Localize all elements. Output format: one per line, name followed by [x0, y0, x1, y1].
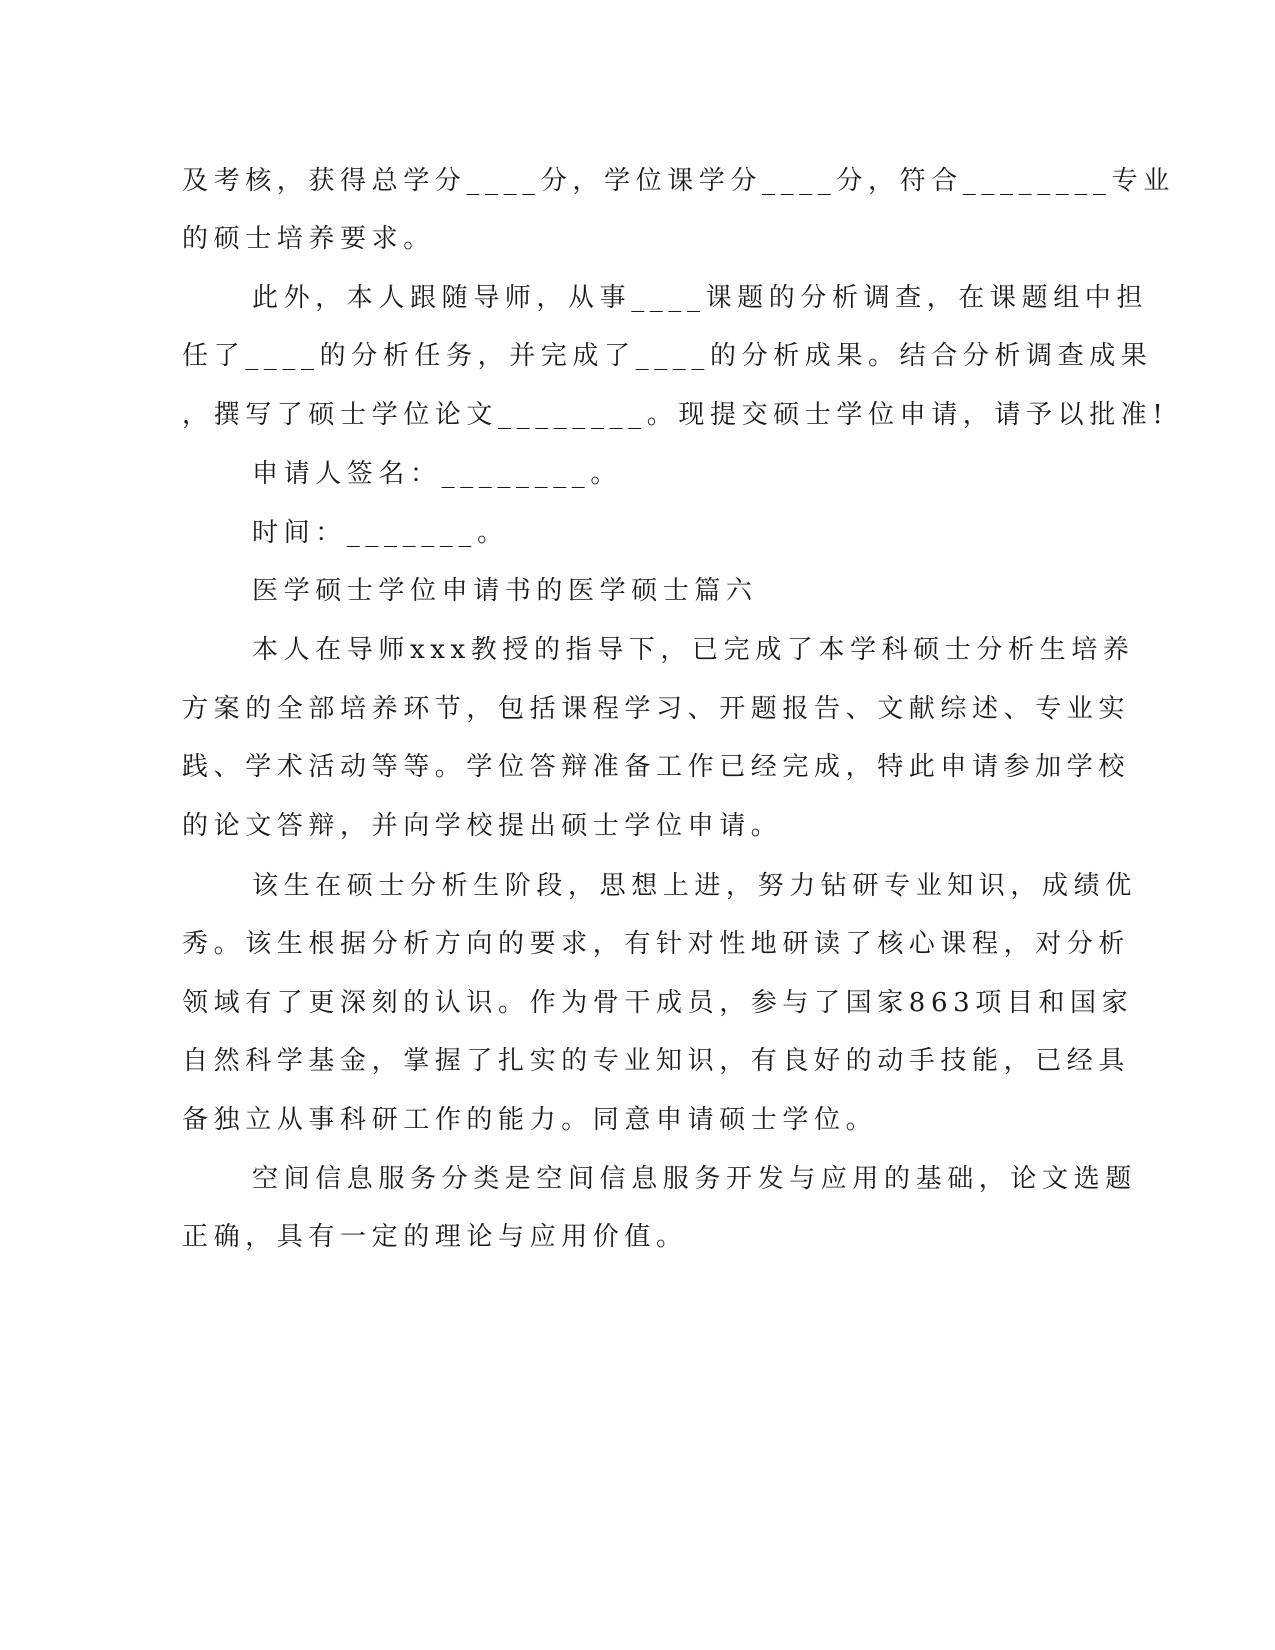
section-heading: 医学硕士学位申请书的医学硕士篇六 [252, 576, 758, 606]
text-line-advisor-guidance: 本人在导师xxx教授的指导下，已完成了本学科硕士分析生培养 [252, 635, 1135, 665]
date-line: 时间：_______。 [252, 518, 509, 548]
text-line-project-participation: 领域有了更深刻的认识。作为骨干成员，参与了国家863项目和国家 [182, 988, 1134, 1018]
text-line-thesis-request: ，撰写了硕士学位论文________。现提交硕士学位申请，请予以批准! [182, 400, 1169, 430]
text-line-thesis-topic: 空间信息服务分类是空间信息服务开发与应用的基础，论文选题 [252, 1164, 1137, 1194]
text-line-skills: 自然科学基金，掌握了扎实的专业知识，有良好的动手技能，已经具 [182, 1046, 1131, 1076]
text-line-research-task: 任了____的分析任务，并完成了____的分析成果。结合分析调查成果 [182, 341, 1153, 371]
text-line-approval: 备独立从事科研工作的能力。同意申请硕士学位。 [182, 1105, 878, 1135]
text-line-defense-ready: 践、学术活动等等。学位答辩准备工作已经完成，特此申请参加学校 [182, 752, 1131, 782]
applicant-signature-line: 申请人签名：________。 [252, 459, 623, 489]
text-line-training-steps: 方案的全部培养环节，包括课程学习、开题报告、文献综述、专业实 [182, 694, 1131, 724]
text-line-degree-application: 的论文答辩，并向学校提出硕士学位申请。 [182, 811, 783, 841]
text-line-thesis-value: 正确，具有一定的理论与应用价值。 [182, 1222, 688, 1252]
text-line-training-requirement: 的硕士培养要求。 [182, 224, 435, 254]
text-line-core-courses: 秀。该生根据分析方向的要求，有针对性地研读了核心课程，对分析 [182, 929, 1131, 959]
text-line-credits: 及考核，获得总学分____分，学位课学分____分，符合________专业 [182, 166, 1175, 196]
text-line-evaluation-intro: 该生在硕士分析生阶段，思想上进，努力钻研专业知识，成绩优 [252, 871, 1137, 901]
text-line-research-intro: 此外，本人跟随导师，从事____课题的分析调查，在课题组中担 [252, 283, 1149, 313]
